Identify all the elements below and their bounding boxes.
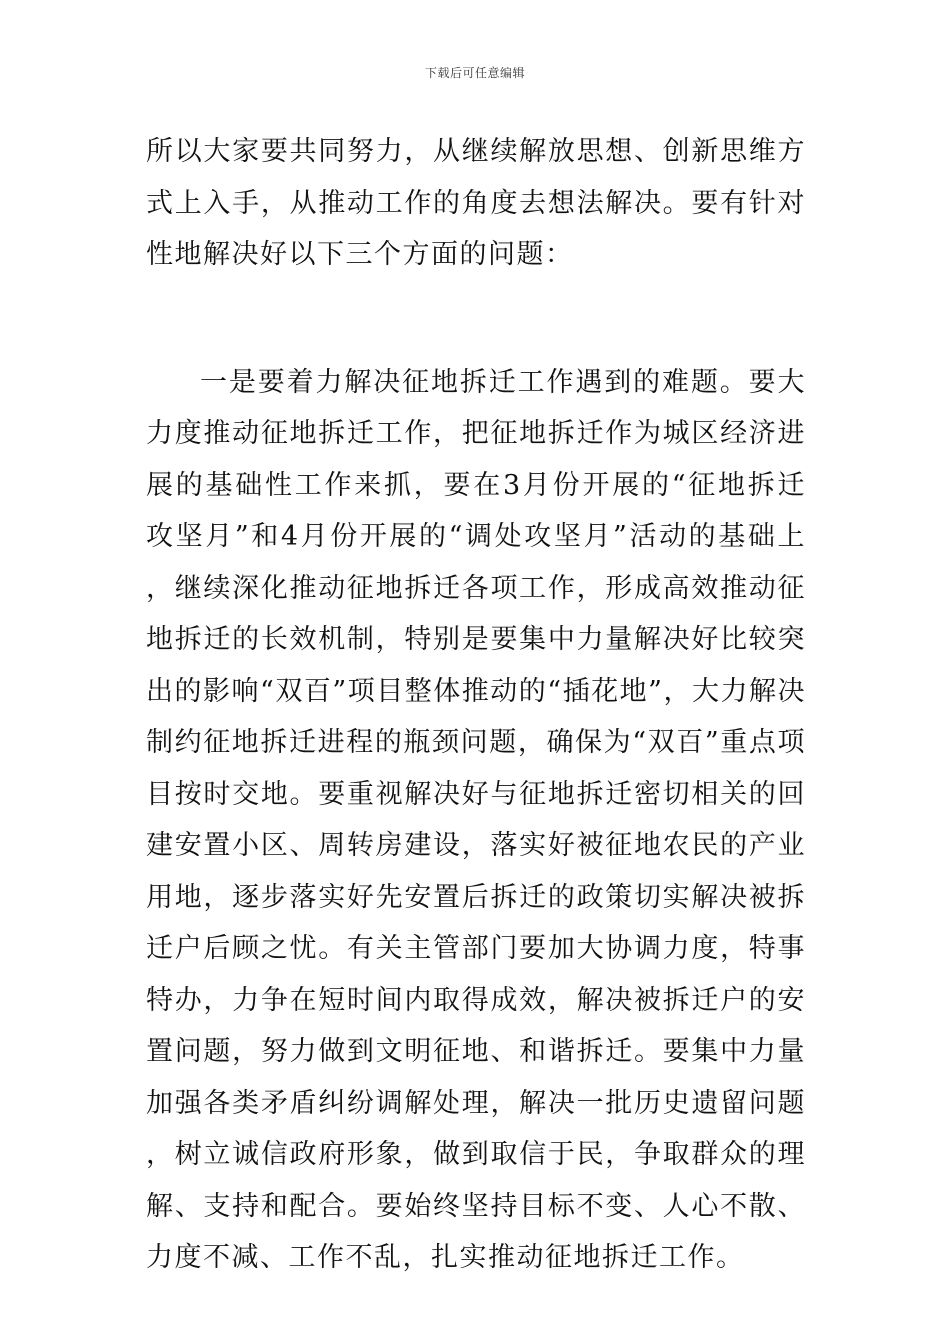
- paragraph-demolition: 一是要着力解决征地拆迁工作遇到的难题。要大力度推动征地拆迁工作，把征地拆迁作为城区经济进展的基础性工作来抓，要在3月份开展的“征地拆迁攻坚月”和4月份开展的“调处攻坚月”活动的基础上，继续深化推动征地拆迁各项工作，形成高效推动征地拆迁的长效机制，特别是要集中力量解决好比较突出的影响“双百”项目整体推动的“插花地”，大力解决制约征地拆迁进程的瓶颈问题，确保为“双百”重点项目按时交地。要重视解决好与征地拆迁密切相关的回建安置小区、周转房建设，落实好被征地农民的产业用地，逐步落实好先安置后拆迁的政策切实解决被拆迁户后顾之忧。有关主管部门要加大协调力度，特事特办，力争在短时间内取得成效，解决被拆迁户的安置问题，努力做到文明征地、和谐拆迁。要集中力量加强各类矛盾纠纷调解处理，解决一批历史遗留问题，树立诚信政府形象，做到取信于民，争取群众的理解、支持和配合。要始终坚持目标不变、人心不散、力度不减、工作不乱，扎实推动征地拆迁工作。: [146, 366, 806, 1273]
- header-note: 下载后可任意编辑: [424, 66, 525, 80]
- paragraph-intro: 所以大家要共同努力，从继续解放思想、创新思维方式上入手，从推动工作的角度去想法解决。要有针对性地解决好以下三个方面的问题：: [146, 136, 806, 270]
- document-body: [146, 126, 806, 1284]
